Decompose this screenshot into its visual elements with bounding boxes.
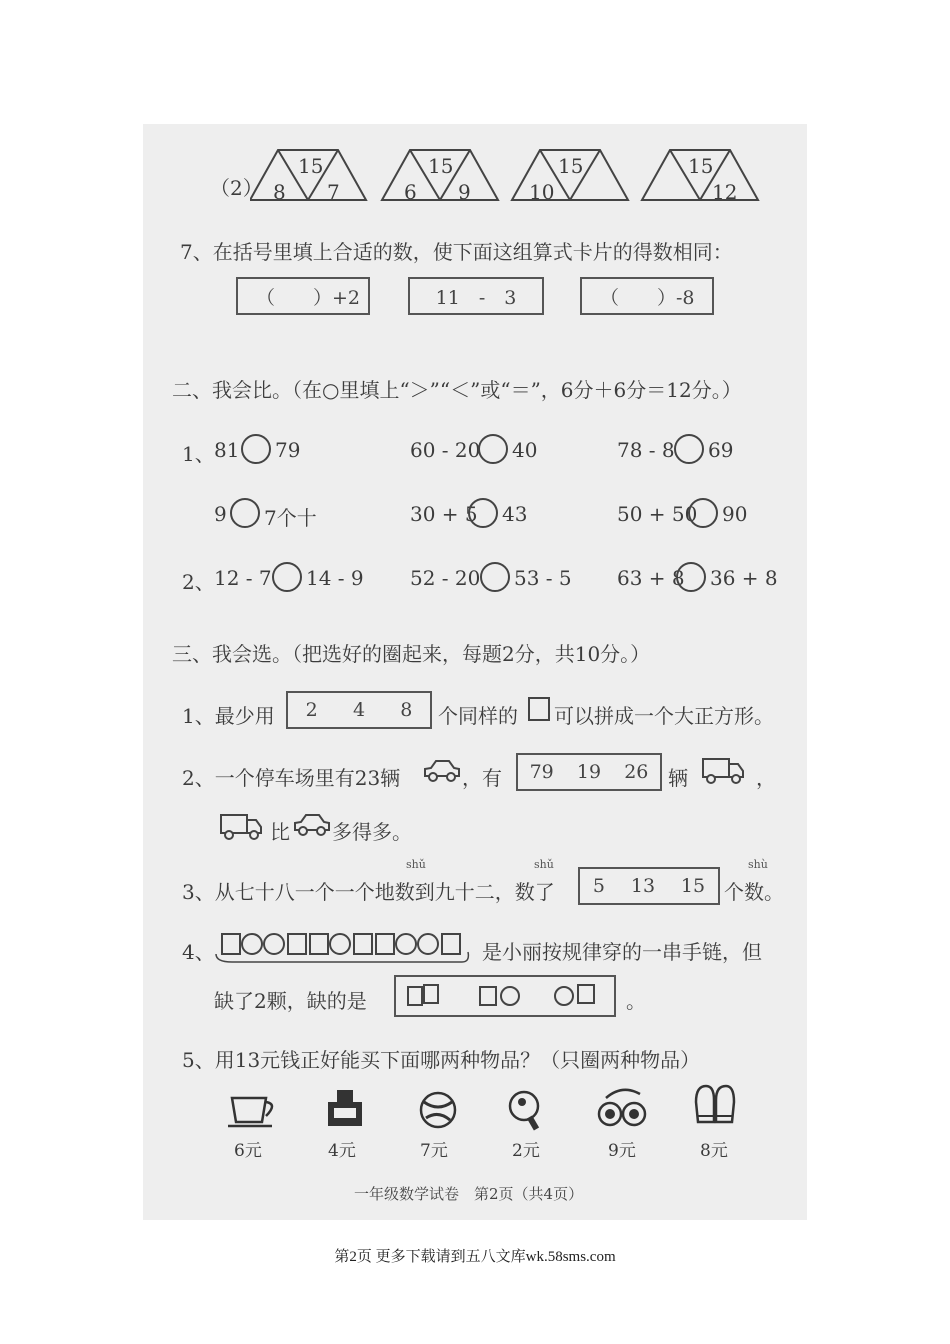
price-teacup: 6元 bbox=[234, 1141, 262, 1161]
compare-circle[interactable] bbox=[674, 434, 704, 464]
page-footer: 一年级数学试卷 第2页（共4页） bbox=[354, 1185, 584, 1203]
s2-row1-num: 1、 bbox=[182, 442, 215, 466]
s2-3a-right: 14 - 9 bbox=[306, 566, 364, 590]
option[interactable]: 26 bbox=[624, 761, 649, 783]
tri3-top: 15 bbox=[558, 154, 584, 178]
s2-2a-left: 9 bbox=[214, 502, 227, 526]
option[interactable]: 15 bbox=[680, 875, 706, 897]
s3-q3-options[interactable] bbox=[578, 867, 720, 905]
s3-q2-mid: ，有 bbox=[462, 766, 502, 790]
option[interactable]: 79 bbox=[529, 761, 554, 783]
compare-circle[interactable] bbox=[688, 498, 718, 528]
option[interactable]: 13 bbox=[630, 875, 656, 897]
tri1-right: 7 bbox=[327, 180, 340, 204]
s3-q3-pre: 3、从七十八一个一个地数到九十二，数了 bbox=[182, 880, 555, 904]
option[interactable]: 19 bbox=[576, 761, 602, 783]
compare-circle[interactable] bbox=[230, 498, 260, 528]
mittens-icon[interactable] bbox=[690, 1082, 740, 1132]
bracelet-icon bbox=[212, 928, 474, 964]
teacup-icon[interactable] bbox=[226, 1090, 280, 1132]
triangles-label: （2） bbox=[210, 176, 263, 200]
tri4-top: 15 bbox=[688, 154, 714, 178]
s3-q2-post-end: ， bbox=[756, 766, 776, 790]
s2-3b-right: 53 - 5 bbox=[514, 566, 572, 590]
s3-q2-line2b: 多得多。 bbox=[332, 820, 412, 844]
s3-q1-post2: 可以拼成一个大正方形。 bbox=[554, 704, 774, 728]
s2-1c-right: 69 bbox=[708, 438, 734, 462]
s2-1a-right: 79 bbox=[275, 438, 301, 462]
truck-icon bbox=[218, 810, 264, 842]
option[interactable]: 4 bbox=[352, 699, 366, 721]
s3-q4-end: 。 bbox=[626, 989, 646, 1013]
ping-pong-paddle-icon[interactable] bbox=[506, 1088, 546, 1132]
option[interactable]: 2 bbox=[305, 699, 318, 721]
s2-3c-right: 36 + 8 bbox=[710, 566, 778, 590]
q7-card-1: （ ）+2 bbox=[236, 277, 370, 315]
s2-2c-right: 90 bbox=[722, 502, 748, 526]
s3-q3-post: 个数。 bbox=[724, 880, 784, 904]
tri3-left: 10 bbox=[529, 180, 555, 204]
square-icon bbox=[528, 697, 550, 721]
pinyin-2: shǔ bbox=[534, 858, 554, 871]
s2-1a-left: 81 bbox=[214, 438, 240, 462]
car-icon bbox=[292, 810, 332, 838]
compare-circle[interactable] bbox=[272, 562, 302, 592]
s2-3c-left: 63 + 8 bbox=[617, 566, 685, 590]
section3-title: 三、我会选。（把选好的圈起来，每题2分，共10分。） bbox=[172, 642, 651, 666]
section2-title: 二、我会比。（在○里填上“＞”“＜”或“＝”，6分＋6分＝12分。） bbox=[172, 378, 742, 402]
tri4-right: 12 bbox=[712, 180, 738, 204]
s3-q4-text: 是小丽按规律穿的一串手链，但 bbox=[482, 940, 762, 964]
truck-icon bbox=[700, 754, 746, 786]
binoculars-icon[interactable] bbox=[596, 1084, 650, 1130]
tri1-top: 15 bbox=[298, 154, 324, 178]
tri1-left: 8 bbox=[273, 180, 286, 204]
s2-3b-left: 52 - 20 bbox=[410, 566, 481, 590]
s3-q5-text: 5、用13元钱正好能买下面哪两种物品？（只圈两种物品） bbox=[182, 1048, 701, 1072]
ball-icon[interactable] bbox=[418, 1090, 458, 1130]
ink-bottle-icon[interactable] bbox=[322, 1086, 368, 1132]
s3-q2-line2a: 比 bbox=[270, 820, 290, 844]
bead-options[interactable] bbox=[394, 975, 616, 1017]
s3-q1-options[interactable] bbox=[286, 691, 432, 729]
tri2-top: 15 bbox=[428, 154, 454, 178]
tri2-left: 6 bbox=[404, 180, 417, 204]
compare-circle[interactable] bbox=[241, 434, 271, 464]
s2-1b-right: 40 bbox=[512, 438, 538, 462]
option[interactable]: 5 bbox=[592, 875, 606, 897]
compare-circle[interactable] bbox=[478, 434, 508, 464]
site-footer: 第2页 更多下载请到五八文库wk.58sms.com bbox=[334, 1249, 616, 1265]
s2-2c-left: 50 + 50 bbox=[617, 502, 698, 526]
price-paddle: 2元 bbox=[512, 1141, 540, 1161]
compare-circle[interactable] bbox=[480, 562, 510, 592]
tri2-right: 9 bbox=[458, 180, 471, 204]
s2-1b-left: 60 - 20 bbox=[410, 438, 481, 462]
s2-2b-right: 43 bbox=[502, 502, 528, 526]
s3-q2-options[interactable] bbox=[516, 753, 662, 791]
option[interactable]: 8 bbox=[400, 699, 413, 721]
compare-circle[interactable] bbox=[468, 498, 498, 528]
price-mittens: 8元 bbox=[700, 1141, 728, 1161]
s3-q2-post: 辆 bbox=[668, 766, 688, 790]
s2-2b-left: 30 + 5 bbox=[410, 502, 478, 526]
s3-q1-post: 个同样的 bbox=[438, 704, 518, 728]
q7-card-3: （ ）-8 bbox=[580, 277, 714, 315]
s2-2a-right: 7个十 bbox=[264, 506, 317, 530]
compare-circle[interactable] bbox=[676, 562, 706, 592]
s3-q1-pre: 1、最少用 bbox=[182, 704, 275, 728]
price-ink-bottle: 4元 bbox=[328, 1141, 356, 1161]
car-icon bbox=[422, 756, 462, 784]
price-ball: 7元 bbox=[420, 1141, 448, 1161]
q7-text: 7、在括号里填上合适的数，使下面这组算式卡片的得数相同： bbox=[180, 240, 733, 264]
s3-q4-num: 4、 bbox=[182, 940, 215, 964]
q7-card-2: 11 - 3 bbox=[408, 277, 544, 315]
s2-3a-left: 12 - 7 bbox=[214, 566, 272, 590]
s2-1c-left: 78 - 8 bbox=[617, 438, 675, 462]
s2-row3-num: 2、 bbox=[182, 570, 215, 594]
pinyin-3: shù bbox=[748, 858, 768, 871]
s3-q2-pre: 2、一个停车场里有23辆 bbox=[182, 766, 401, 790]
pinyin-1: shǔ bbox=[406, 858, 426, 871]
s3-q4-line2: 缺了2颗，缺的是 bbox=[214, 989, 367, 1013]
price-binoculars: 9元 bbox=[608, 1141, 636, 1161]
